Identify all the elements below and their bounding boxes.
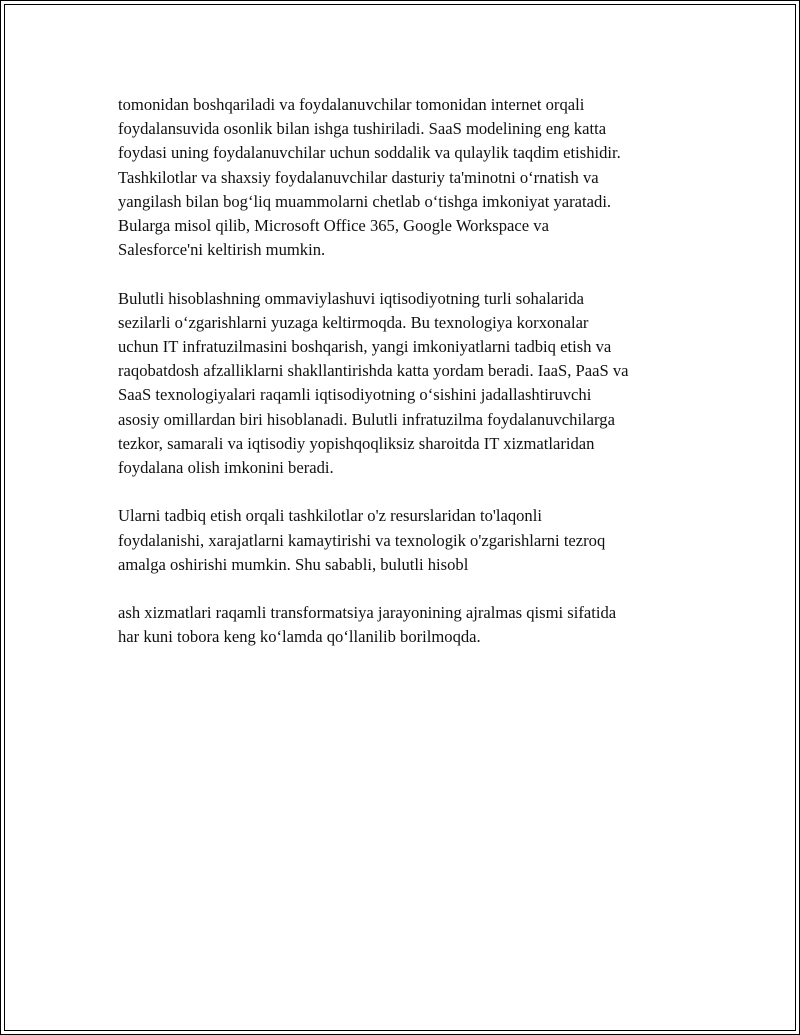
text-line: Salesforce'ni keltirish mumkin. xyxy=(118,240,326,260)
text-line: foydasi uning foydalanuvchilar uchun soddalik va qulaylik taqdim etishidir. xyxy=(118,143,621,163)
text-line: Bularga misol qilib, Microsoft Office 365, Google Workspace va xyxy=(118,216,549,236)
paragraph-3 xyxy=(118,504,688,577)
text-line: tomonidan boshqariladi va foydalanuvchilar tomonidan internet orqali xyxy=(118,95,585,114)
document-body xyxy=(118,93,688,674)
text-line: ash xizmatlari raqamli transformatsiya jarayonining ajralmas qismi sifatida xyxy=(118,603,617,623)
text-line: sezilarli o‘zgarishlarni yuzaga keltirmoqda. Bu texnologiya korxonalar xyxy=(118,312,589,332)
text-line: Tashkilotlar va shaxsiy foydalanuvchilar dasturiy ta'minotni o‘rnatish va xyxy=(118,167,599,187)
text-line: raqobatdosh afzalliklarni shakllantirishda katta yordam beradi. IaaS, PaaS va xyxy=(118,361,629,381)
text-line: foydalanishi, xarajatlarni kamaytirishi va texnologik o'zgarishlarni tezroq xyxy=(118,530,606,550)
paragraph-4 xyxy=(118,601,688,649)
paragraph-1 xyxy=(118,93,688,262)
text-line: har kuni tobora keng ko‘lamda qo‘llanilib borilmoqda. xyxy=(118,627,481,647)
text-line: foydalansuvida osonlik bilan ishga tushiriladi. SaaS modelining eng katta xyxy=(118,119,607,139)
paragraph-2 xyxy=(118,287,688,481)
text-line: Ularni tadbiq etish orqali tashkilotlar o'z resurslaridan to'laqonli xyxy=(118,506,542,526)
text-line: Bulutli hisoblashning ommaviylashuvi iqtisodiyotning turli sohalarida xyxy=(118,288,584,308)
text-line: SaaS texnologiyalari raqamli iqtisodiyotning o‘sishini jadallashtiruvchi xyxy=(118,385,592,405)
text-line: yangilash bilan bog‘liq muammolarni chetlab o‘tishga imkoniyat yaratadi. xyxy=(118,191,612,211)
text-line: amalga oshirishi mumkin. Shu sababli, bulutli hisobl xyxy=(118,554,469,574)
text-line: tezkor, samarali va iqtisodiy yopishqoqliksiz sharoitda IT xizmatlaridan xyxy=(118,433,595,453)
text-line: foydalana olish imkonini beradi. xyxy=(118,458,334,478)
text-line: asosiy omillardan biri hisoblanadi. Bulutli infratuzilma foydalanuvchilarga xyxy=(118,409,615,429)
text-line: uchun IT infratuzilmasini boshqarish, yangi imkoniyatlarni tadbiq etish va xyxy=(118,337,612,357)
